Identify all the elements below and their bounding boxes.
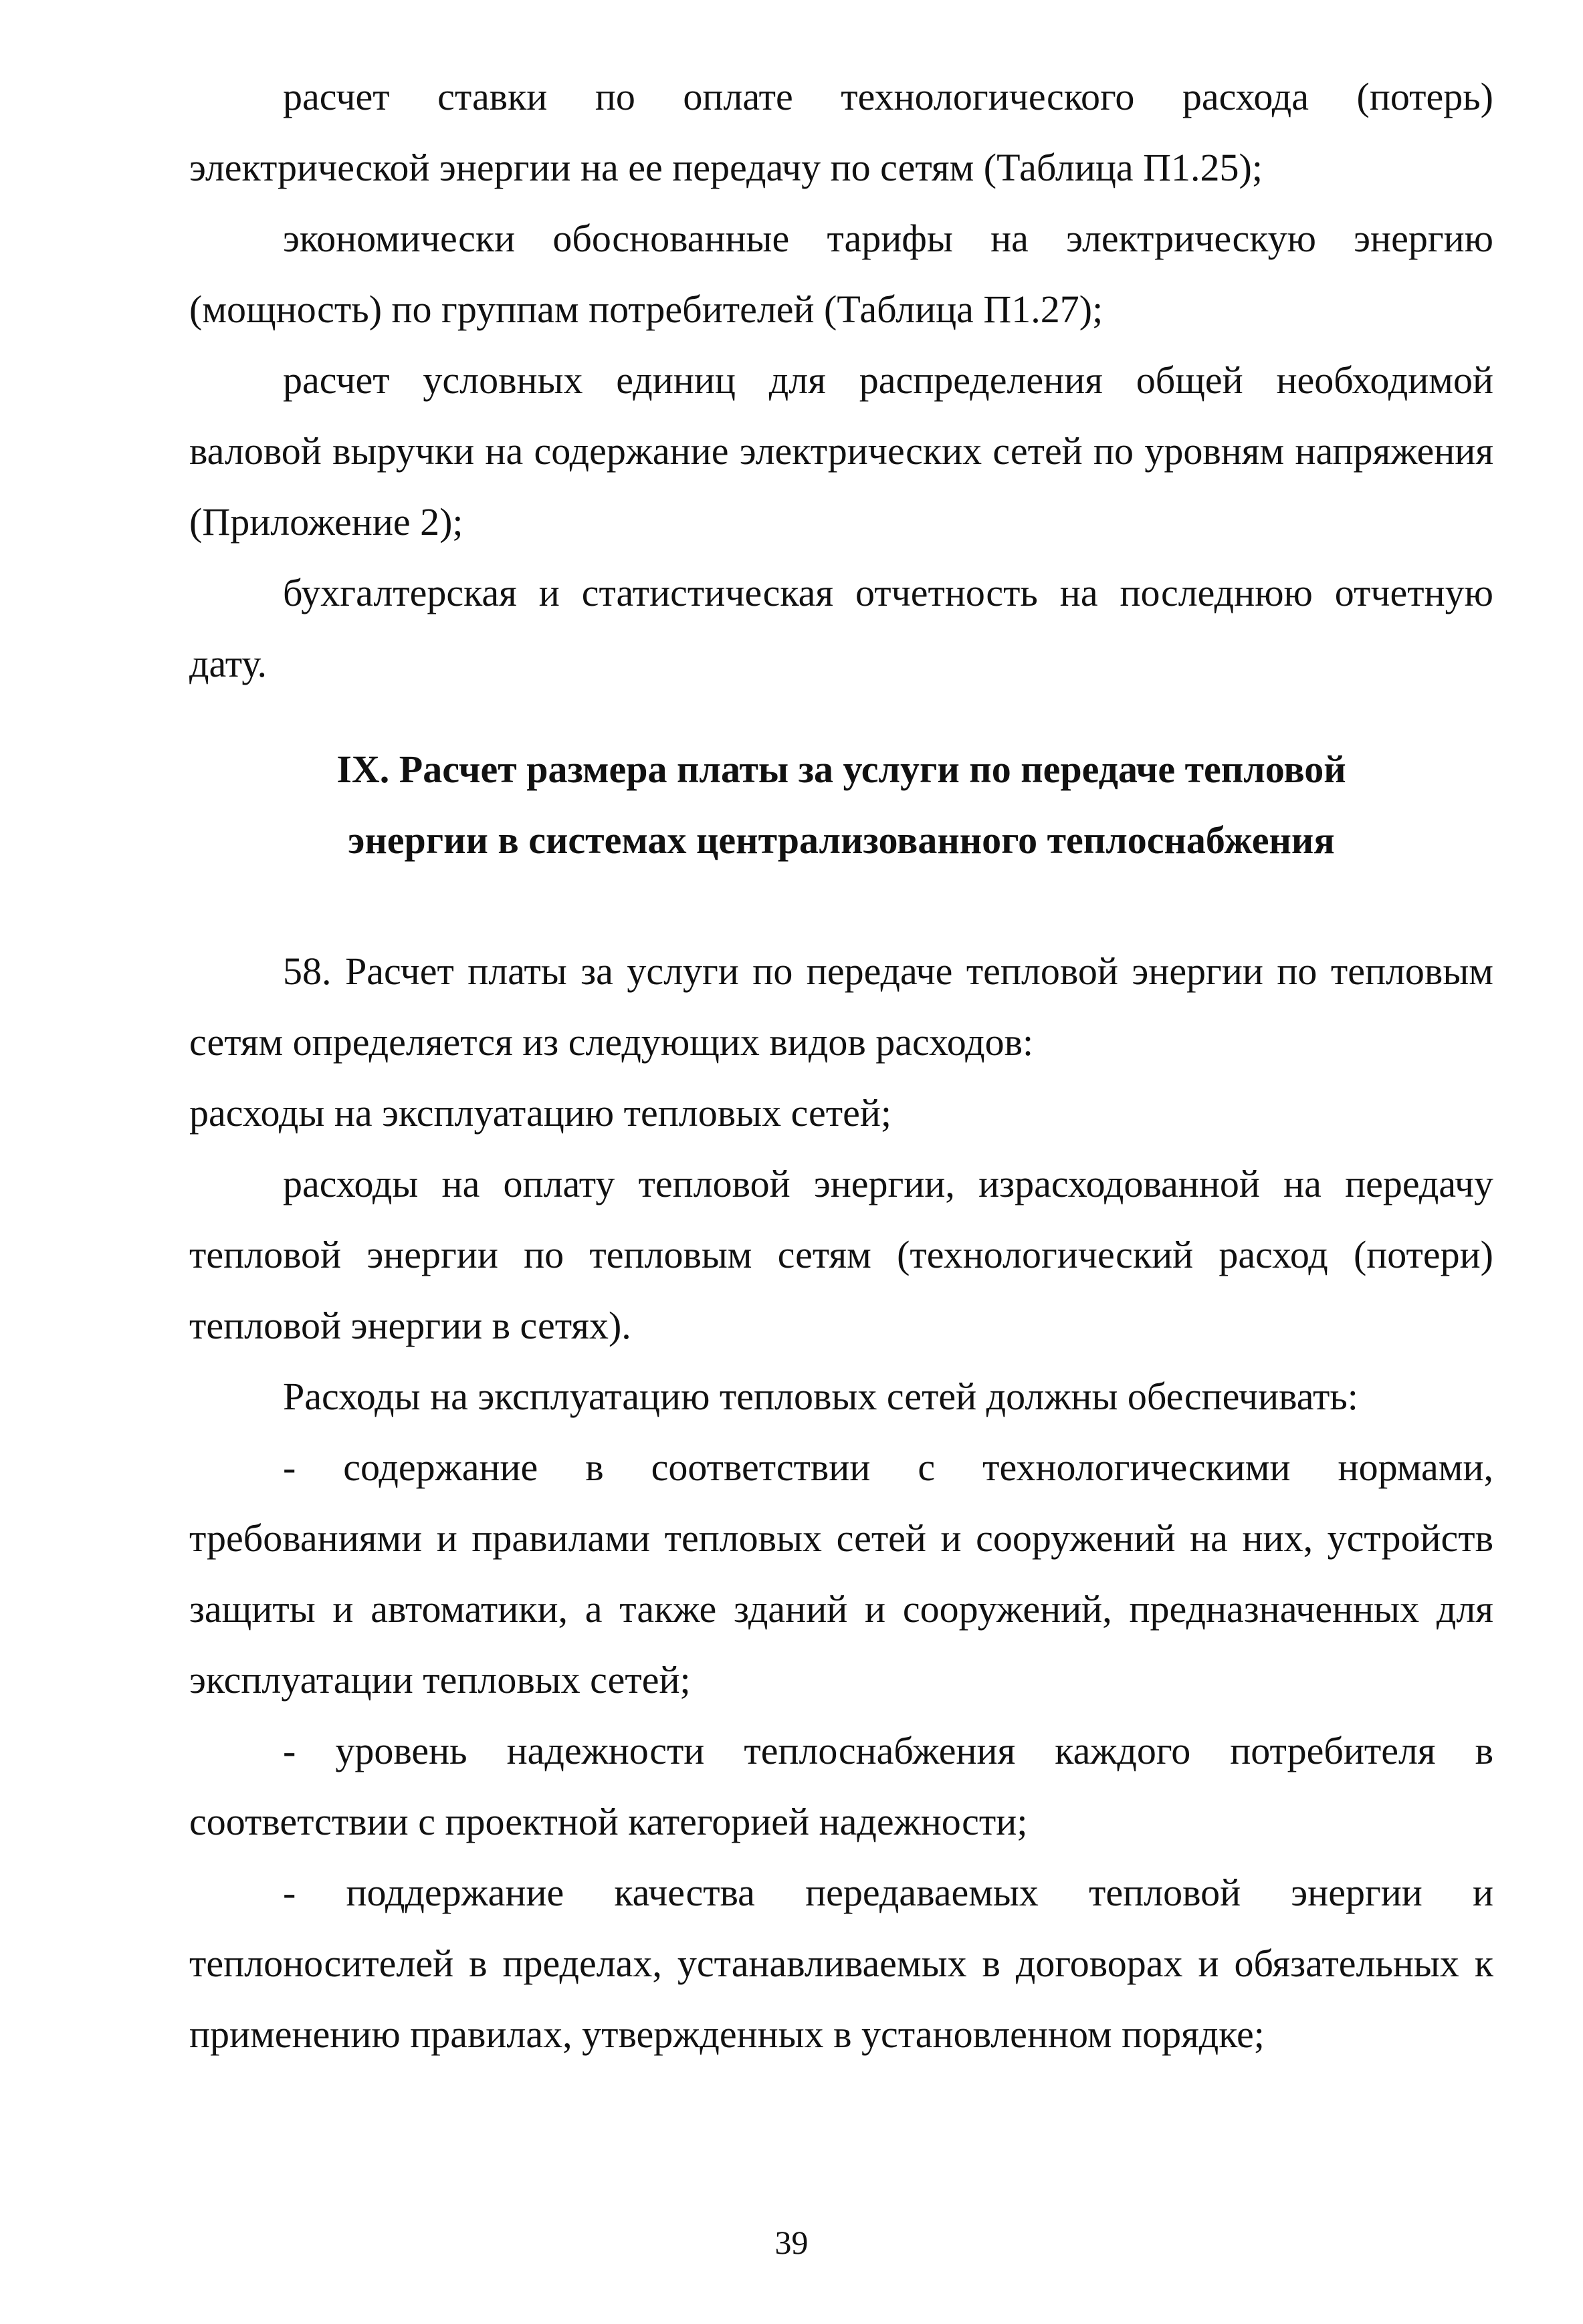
clause-58: 58. Расчет платы за услуги по передаче тепловой энергии по тепловым сетям определяется из следующих видов расходов: <box>189 949 1493 1064</box>
requirement-quality: - поддержание качества передаваемых тепловой энергии и теплоносителей в пределах, устанавливаемых в договорах и обязательных к применению правилах, утвержденных в установленном порядке; <box>189 1871 1493 2056</box>
requirements-intro: Расходы на эксплуатацию тепловых сетей должны обеспечивать: <box>283 1375 1358 1418</box>
paragraph-conventional-units: расчет условных единиц для распределения общей необходимой валовой выручки на содержание электрических сетей по уровням напряжения (Приложение 2); <box>189 358 1493 544</box>
paragraph-tariffs: экономически обоснованные тарифы на электрическую энергию (мощность) по группам потребителей (Таблица П1.27); <box>189 217 1493 331</box>
paragraph-loss-rate: расчет ставки по оплате технологического расхода (потерь) электрической энергии на ее передачу по сетям (Таблица П1.25); <box>189 75 1493 189</box>
paragraph-reporting: бухгалтерская и статистическая отчетность на последнюю отчетную дату. <box>189 571 1493 685</box>
requirement-maintenance: - содержание в соответствии с технологическими нормами, требованиями и правилами тепловых сетей и сооружений на них, устройств защиты и автоматики, а также зданий и сооружений, предназначенных для эксплуатации тепловых сетей; <box>189 1445 1493 1702</box>
requirement-reliability: - уровень надежности теплоснабжения каждого потребителя в соответствии с проектной категорией надежности; <box>189 1729 1493 1843</box>
page-number: 39 <box>774 2224 809 2261</box>
expense-heat-loss: расходы на оплату тепловой энергии, израсходованной на передачу тепловой энергии по тепловым сетям (технологический расход (потери) тепловой энергии в сетях). <box>189 1162 1493 1347</box>
section-heading: IX. Расчет размера платы за услуги по передаче тепловой энергии в системах централизованного теплоснабжения <box>336 747 1346 862</box>
expense-operation: расходы на эксплуатацию тепловых сетей; <box>189 1091 892 1135</box>
